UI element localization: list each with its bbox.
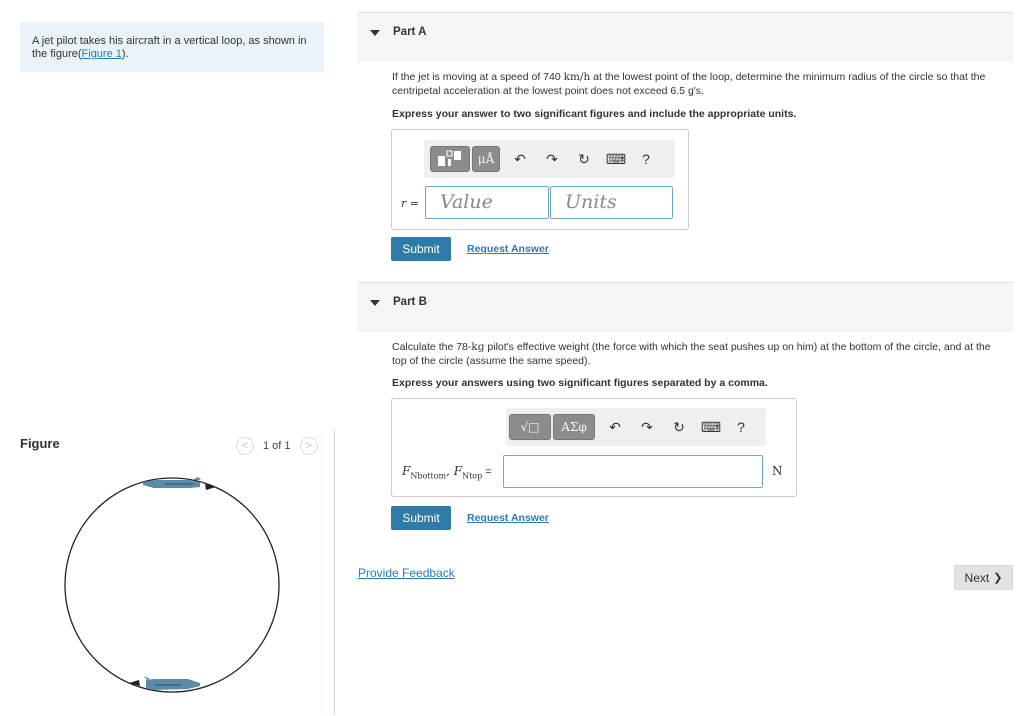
sqrt-template-button[interactable]: √□ — [509, 414, 551, 440]
part-b-title: Part B — [393, 296, 427, 308]
part-a-request-answer-link[interactable]: Request Answer — [467, 243, 549, 255]
chevron-right-icon: ❯ — [993, 572, 1003, 584]
part-a-toolbar — [424, 140, 675, 178]
undo-icon[interactable]: ↶ — [514, 150, 526, 167]
jet-bottom-icon — [144, 676, 200, 690]
part-a-header[interactable] — [357, 12, 1013, 62]
figure-page-count: 1 of 1 — [263, 440, 291, 452]
caret-down-icon[interactable] — [370, 300, 380, 306]
part-b-variable-label — [402, 464, 492, 480]
loop-figure — [40, 468, 310, 703]
part-b-question — [392, 340, 1008, 368]
help-icon[interactable]: ? — [642, 151, 650, 167]
templates-button[interactable] — [430, 146, 470, 172]
help-icon[interactable]: ? — [737, 419, 745, 435]
units-button[interactable]: μÅ — [472, 146, 500, 172]
var-equals: = — [482, 466, 492, 478]
part-a-question — [392, 70, 1008, 98]
part-a-question-unit: km/h — [563, 71, 591, 83]
caret-down-icon[interactable] — [370, 30, 380, 36]
redo-icon[interactable]: ↷ — [641, 418, 653, 435]
force-answer-field[interactable] — [503, 455, 763, 488]
part-a-title: Part A — [393, 26, 427, 38]
provide-feedback-link[interactable]: Provide Feedback — [358, 566, 455, 580]
units-field[interactable]: Units — [550, 186, 673, 219]
chevron-right-icon[interactable]: > — [300, 437, 318, 455]
problem-intro-end: ). — [121, 48, 129, 60]
loop-circle — [65, 478, 279, 692]
chevron-left-icon[interactable]: < — [236, 437, 254, 455]
part-b-header[interactable] — [357, 282, 1013, 332]
reset-icon[interactable]: ↻ — [578, 150, 590, 167]
next-label: Next — [964, 570, 990, 585]
problem-intro — [20, 22, 324, 72]
part-b-question-text-end: pilot's effective weight (the force with which the seat pushes up on him) at the bottom of the circle, and at the top of the circle (assume the same speed). — [392, 341, 991, 367]
part-a-question-text-end: at the lowest point of the loop, determine the minimum radius of the circle so that the centripetal acceleration at the lowest point does not exceed 6.5 g's. — [392, 71, 986, 97]
part-b-request-answer-link[interactable]: Request Answer — [467, 512, 549, 524]
figure-title: Figure — [20, 436, 60, 451]
reset-icon[interactable]: ↻ — [673, 418, 685, 435]
part-b-question-text: Calculate the 78- — [392, 341, 472, 353]
var-f-bottom: F — [402, 464, 411, 478]
part-a-instruction: Express your answer to two significant figures and include the appropriate units. — [392, 108, 797, 120]
value-field[interactable]: Value — [425, 186, 549, 219]
part-b-instruction: Express your answers using two significant figures separated by a comma. — [392, 377, 768, 389]
figure-link[interactable]: Figure 1 — [81, 48, 122, 60]
figure-pager — [236, 437, 318, 455]
var-sub-top: Ntop — [462, 471, 483, 481]
templates-icon — [437, 150, 463, 168]
part-a-submit-button[interactable]: Submit — [391, 237, 451, 261]
part-b-toolbar — [506, 408, 766, 446]
part-b-question-unit: kg — [471, 341, 485, 353]
problem-intro-text: A jet pilot takes his aircraft in a vertical loop, as shown in the figure( — [32, 35, 307, 60]
var-f-top: F — [453, 464, 463, 478]
part-a-variable-label: r = — [401, 197, 419, 210]
next-button[interactable] — [954, 565, 1013, 590]
var-separator: , — [446, 464, 454, 478]
undo-icon[interactable]: ↶ — [609, 418, 621, 435]
var-sub-bottom: Nbottom — [410, 471, 447, 481]
redo-icon[interactable]: ↷ — [546, 150, 558, 167]
part-b-unit: N — [772, 464, 783, 478]
part-a-question-text: If the jet is moving at a speed of 740 — [392, 71, 564, 83]
greek-symbols-button[interactable]: ΑΣφ — [553, 414, 595, 440]
part-b-submit-button[interactable]: Submit — [391, 506, 451, 530]
column-divider — [334, 430, 335, 714]
keyboard-icon[interactable]: ⌨ — [700, 418, 722, 435]
keyboard-icon[interactable]: ⌨ — [605, 150, 627, 167]
